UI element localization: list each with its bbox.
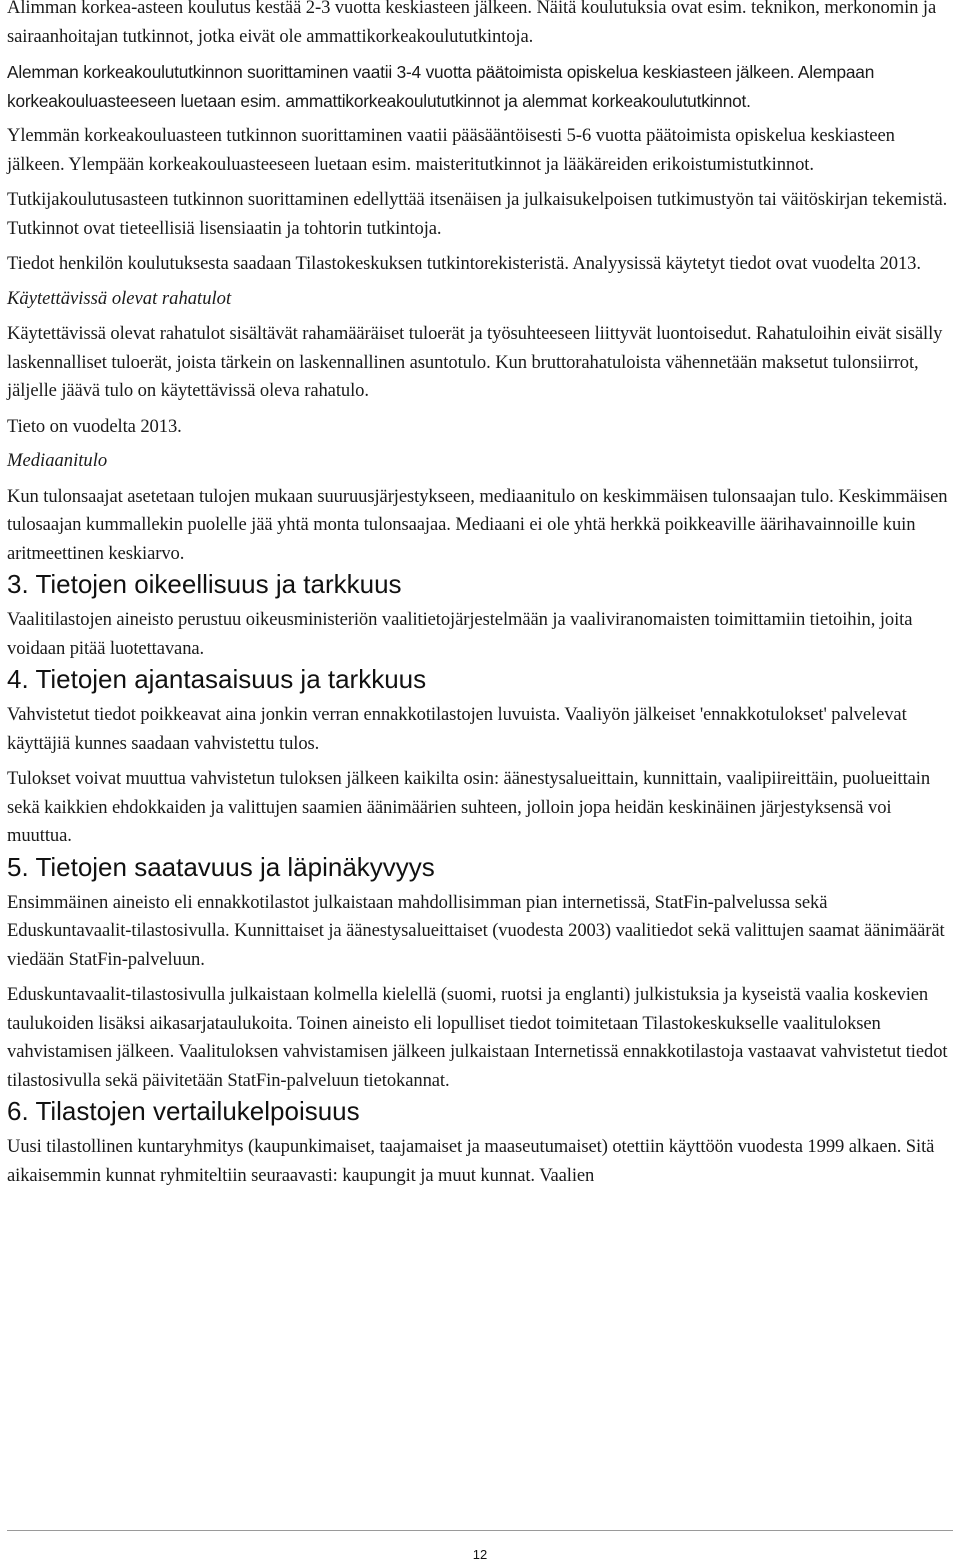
paragraph-lowest-tertiary: Alimman korkea-asteen koulutus kestää 2-3 vuotta keskiasteen jälkeen. Näitä koulutuksia ovat esim. teknikon, merkonomin ja sairaanhoitajan tutkinnot, jotka eivät ole ammattikorkeakoulututkintoja. (7, 0, 937, 47)
section-title-comparability: 6. Tilastojen vertailukelpoisuus (7, 1096, 360, 1126)
paragraph-timeliness-2: Tulokset voivat muuttua vahvistetun tuloksen jälkeen kaikilta osin: äänestysalueittain, kunnittain, vaalipiireittäin, puolueittain sekä kaikkien ehdokkaiden ja valittujen saamien äänimäärien suhteen, jolloin jopa heidän keskinäinen järjestyksensä voi muuttua. (7, 768, 931, 846)
document-page (7, 0, 955, 1190)
page-number: 12 (472, 1547, 488, 1562)
paragraph-accuracy: Vaalitilastojen aineisto perustuu oikeusministeriön vaalitietojärjestelmään ja vaaliviranomaisten toimittamiin tietoihin, joita voidaan pitää luotettavana. (7, 609, 913, 659)
subheading-median-income: Mediaanitulo (7, 450, 108, 471)
paragraph-availability-1: Ensimmäinen aineisto eli ennakkotilastot julkaistaan mahdollisimman pian internetissä, StatFin-palvelussa sekä Eduskuntavaalit-tilastosivulla. Kunnittaiset ja äänestysalueittaiset (vuodesta 2003) vaalitiedot sekä valittujen saamat äänimäärät viedään StatFin-palveluun. (7, 891, 945, 970)
paragraph-higher-university: Ylemmän korkeakouluasteen tutkinnon suorittaminen vaatii pääsääntöisesti 5-6 vuotta päätoimista opiskelua keskiasteen jälkeen. Ylempään korkeakouluasteeseen luetaan esim. maisteritutkinnot ja lääkäreiden erikoistumistutkinnot. (7, 125, 895, 175)
paragraph-income-year: Tieto on vuodelta 2013. (7, 415, 182, 437)
footer-divider (7, 1530, 953, 1531)
section-title-accuracy: 3. Tietojen oikeellisuus ja tarkkuus (7, 569, 402, 599)
paragraph-timeliness-1: Vahvistetut tiedot poikkeavat aina jonkin verran ennakkotilastojen luvuista. Vaaliyön jälkeiset 'ennakkotulokset' palvelevat käyttäjiä kunnes saadaan vahvistettu tulos. (7, 704, 907, 754)
section-title-availability: 5. Tietojen saatavuus ja läpinäkyvyys (7, 851, 435, 882)
paragraph-disposable-income: Käytettävissä olevat rahatulot sisältävät rahamääräiset tuloerät ja työsuhteeseen liittyvät luontoisedut. Rahatuloihin eivät sisälly laskennalliset tuloerät, joista tärkein on laskennallinen asuntotulo. Kun bruttorahatuloista vähennetään maksetut tulonsiirrot, jäljelle jäävä tulo on käytettävissä oleva rahatulo. (7, 323, 943, 401)
section-title-timeliness: 4. Tietojen ajantasaisuus ja tarkkuus (7, 664, 427, 694)
subheading-disposable-income: Käytettävissä olevat rahatulot (7, 287, 232, 309)
paragraph-lower-university: Alemman korkeakoulututkinnon suorittaminen vaatii 3-4 vuotta päätoimista opiskelua keskiasteen jälkeen. Alempaan korkeakouluasteeseen luetaan esim. ammattikorkeakoulututkinnot ja alemmat korkeakoulututkinnot. (7, 62, 875, 111)
paragraph-median-income: Kun tulonsaajat asetetaan tulojen mukaan suuruusjärjestykseen, mediaanitulo on keskimmäisen tulonsaajan tulo. Keskimmäisen tulosaajan kummallekin puolelle jää yhtä monta tulonsaajaa. Mediaani ei ole yhtä herkkä poikkeaville äärihavainnoille kuin aritmeettinen keskiarvo. (7, 485, 948, 564)
paragraph-education-source: Tiedot henkilön koulutuksesta saadaan Tilastokeskuksen tutkintorekisteristä. Analyysissä käytetyt tiedot ovat vuodelta 2013. (7, 253, 921, 274)
paragraph-comparability: Uusi tilastollinen kuntaryhmitys (kaupunkimaiset, taajamaiset ja maaseutumaiset) otettiin käyttöön vuodesta 1999 alkaen. Sitä aikaisemmin kunnat ryhmiteltiin seuraavasti: kaupungit ja muut kunnat. Vaalien (7, 1136, 935, 1186)
paragraph-doctoral: Tutkijakoulutusasteen tutkinnon suorittaminen edellyttää itsenäisen ja julkaisukelpoisen tutkimustyön tai väitöskirjan tekemistä. Tutkinnot ovat tieteellisiä lisensiaatin ja tohtorin tutkintoja. (7, 189, 948, 239)
paragraph-availability-2: Eduskuntavaalit-tilastosivulla julkaistaan kolmella kielellä (suomi, ruotsi ja englanti) julkistuksia ja kyseistä vaalia koskevien taulukoiden lisäksi aikasarjataulukoita. Toinen aineisto eli lopulliset tiedot toimitetaan Tilastokeskukselle vaalituloksen vahvistamisen jälkeen. Vaalituloksen vahvistamisen jälkeen julkaistaan Internetissä ennakkotilastoja vastaavat vahvistetut tiedot tilastosivulla sekä päivitetään StatFin-palveluun tietokannat. (7, 984, 948, 1091)
